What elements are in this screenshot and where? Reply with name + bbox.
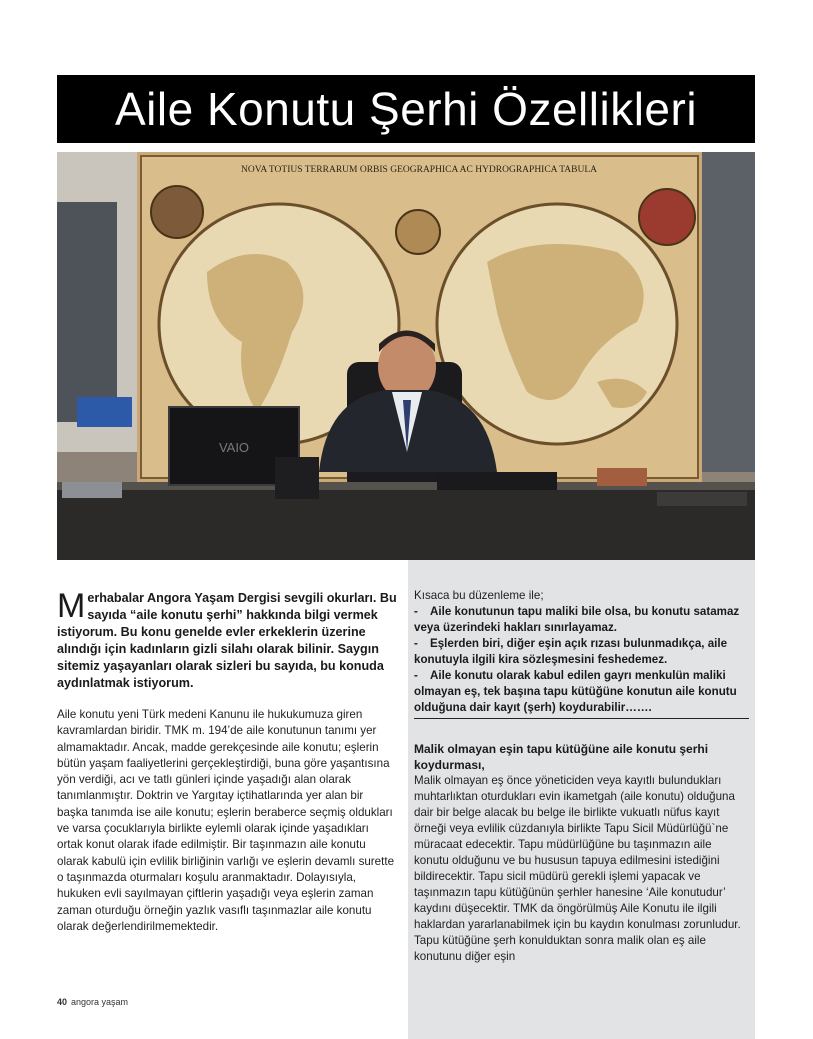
intro-paragraph bbox=[57, 587, 397, 692]
office-photo bbox=[57, 152, 755, 560]
section-heading: Malik olmayan eşin tapu kütüğüne aile konutu şerhi koydurması, bbox=[414, 742, 709, 772]
drop-cap: M bbox=[57, 587, 86, 625]
page-number: 40 bbox=[57, 997, 68, 1007]
map-title: NOVA TOTIUS TERRARUM ORBIS GEOGRAPHICA AC HYDROGRAPHICA TABULA bbox=[241, 165, 597, 175]
page-title: Aile Konutu Şerhi Özellikleri bbox=[114, 83, 698, 135]
bullet-item bbox=[414, 668, 749, 716]
bullet-dash: - bbox=[414, 637, 418, 650]
right-column bbox=[408, 560, 755, 1039]
bullet-item bbox=[414, 604, 749, 636]
bullet-text: Eşlerden biri, diğer eşin açık rızası bulunmadıkça, aile konutuyla ilgili kira sözleşmesini feshedemez. bbox=[414, 637, 728, 666]
bullet-text: Aile konutunun tapu maliki bile olsa, bu konutu satamaz veya üzerindeki hakları sınırlayamaz. bbox=[414, 605, 740, 634]
bullet-text: Aile konutu olarak kabul edilen gayrı menkulün maliki olmayan eş, tek başına tapu kütüğüne konutun aile konutu olduğuna dair kayıt (şerh) koydurabilir……. bbox=[414, 669, 737, 714]
title-bar bbox=[57, 75, 755, 143]
office-photo-illustration bbox=[57, 152, 755, 560]
left-column bbox=[57, 587, 397, 935]
magazine-name: angora yaşam bbox=[71, 997, 129, 1007]
bullet-dash: - bbox=[414, 605, 418, 618]
bullet-dash: - bbox=[414, 669, 418, 682]
laptop-logo: VAIO bbox=[218, 440, 250, 455]
section-body: Malik olmayan eş önce yöneticiden veya kayıtlı bulundukları muhtarlıktan oturdukları evin ikametgah (aile konutu) olduğuna dair bir belge alacak bu belge ile birlikte vukuatlı nüfus kayıt örneği veya evlilik cüzdanıyla birlikte Tapu Sicil Müdürlüğü`ne müracaat edecektir. Tapu müdürlüğüne bu taşınmazın aile konutu olduğunu ve bu hususun tapuya edilmesini istediğini bildirecektir. Tapu sicil müdürü gerekli işlemi yapacak ve taşınmazın tapu kütüğünün şerhler hanesine ‘Aile konutudur’ kaydını düşecektir. TMK da öngörülmüş Aile Konutu ile ilgili haklardan yararlanabilmek için bu kaydın konulması zorunludur. Tapu kütüğüne şerh konulduktan sonra malik olan eş aile konutunu diğer eşin bbox=[414, 774, 741, 963]
body-paragraph: Aile konutu yeni Türk medeni Kanunu ile hukukumuza giren kavramlardan biridir. TMK m. 194’de aile konutunun tanımı yer almamaktadır. Ancak, madde gerekçesinde aile konutu; eşlerin bütün yaşam faaliyetlerini gerçekleştirdiği, buna göre yaşantısına yön verdiği, acı ve tatlı günleri içinde yaşadığı alan olarak tanımlanmıştır. Doktrin ve Yargıtay içtihatlarında yer alan bir başka tanımda ise aile konutu; eşlerin beraberce seçmiş oldukları ve varsa çocuklarıyla birlikte eylemli olarak içinde yaşadıkları ortak konut olarak ifade edilmiştir. Bir taşınmazın aile konutu olarak kabulü için evlilik birliğinin varlığı ve eşlerin devamlı surette o taşınmazda oturmaları koşulu aranmaktadır. Dolayısıyla, hukuken evli sayılmayan çiftlerin yaşadığı veya eşlerin zaman zaman oturduğu örneğin yazlık vasıflı taşınmazlar aile konutu olarak değerlendirilmemektedir. bbox=[57, 708, 395, 933]
bullet-item bbox=[414, 636, 749, 668]
intro-text: erhabalar Angora Yaşam Dergisi sevgili okurları. Bu sayıda “aile konutu şerhi” hakkında bilgi vermek istiyorum. Bu konu genelde evler erkeklerin üzerine alındığı için kadınların gizli silahı olarak bilinir. Saygın sitemiz yaşayanları olarak sizleri bu sayıda, bu konuda aydınlatmak istiyorum. bbox=[57, 591, 397, 690]
section-divider bbox=[414, 718, 749, 719]
page-footer bbox=[57, 997, 128, 1007]
lead-text: Kısaca bu düzenleme ile; bbox=[414, 589, 544, 602]
